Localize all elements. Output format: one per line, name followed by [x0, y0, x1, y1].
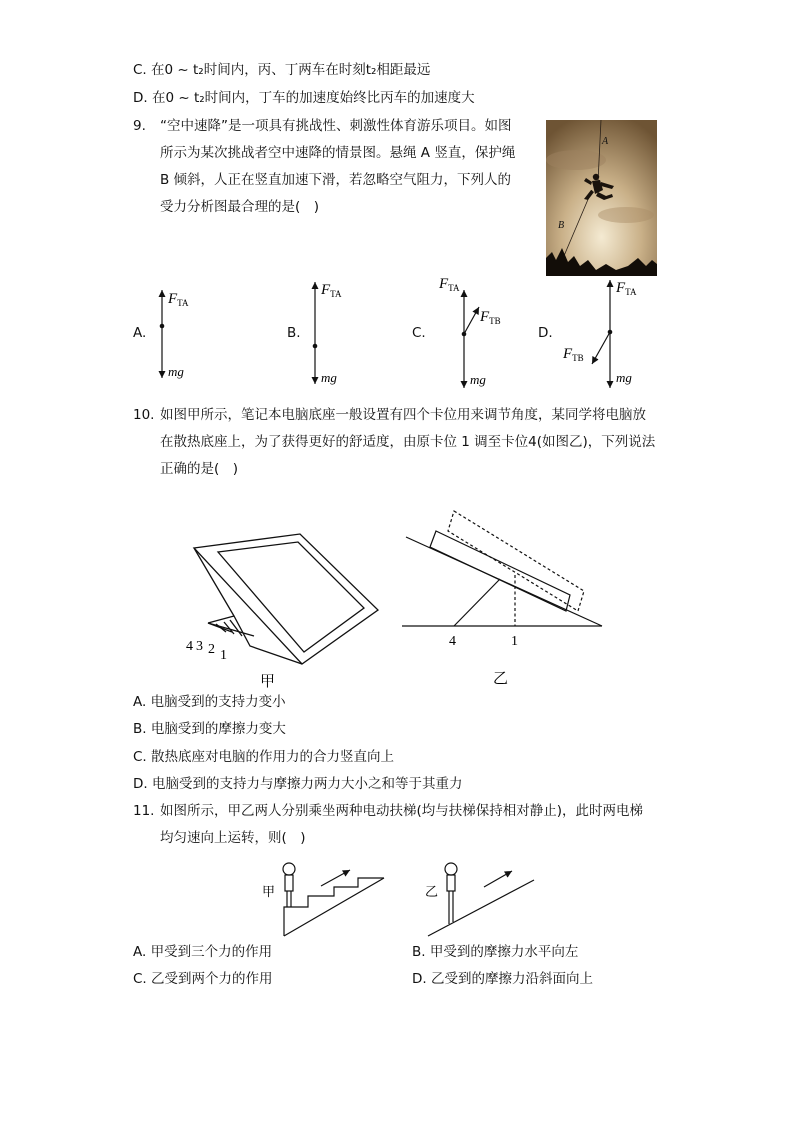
svg-text:FTB: $F_{TB}$ — [480, 309, 501, 326]
q11-escalator-figures — [258, 858, 543, 940]
q10-stem-line2: 在散热底座上，为了获得更好的舒适度，由原卡位 1 调至卡位4(如图乙)，下列说法 — [160, 434, 656, 450]
jia-mark-2: 2 — [208, 642, 215, 657]
figure-yi-side-view — [398, 505, 608, 690]
svg-text:FTA: $F_{TA}$ — [616, 280, 637, 297]
q11-number: 11. — [133, 803, 155, 819]
diagram-c — [438, 276, 501, 388]
yi-caption: 乙 — [493, 671, 509, 687]
q10-option-c: C. 散热底座对电脑的作用力的合力竖直向上 — [133, 749, 395, 765]
q10-stem-line1: 如图甲所示，笔记本电脑底座一般设置有四个卡位用来调节角度，某同学将电脑放 — [160, 407, 646, 423]
svg-text:FTA: $F_{TA}$ — [168, 291, 189, 308]
q9-stem-line2: 所示为某次挑战者空中速降的情景图。悬绳 A 竖直，保护绳 — [160, 145, 516, 161]
diagram-b — [313, 282, 342, 385]
q9-option-a-label: A. — [133, 325, 147, 341]
q11-option-a: A. 甲受到三个力的作用 — [133, 944, 273, 960]
q9-option-d-label: D. — [538, 325, 553, 341]
jia-mark-1: 1 — [220, 648, 227, 663]
q10-stem-line3: 正确的是( ) — [160, 461, 239, 477]
q11-option-b: B. 甲受到的摩擦力水平向左 — [412, 944, 579, 960]
svg-text:mg: mg — [616, 370, 632, 385]
svg-text:mg: mg — [168, 364, 184, 379]
svg-text:FTB: $F_{TB}$ — [563, 346, 584, 363]
q9-stem-line4: 受力分析图最合理的是( ) — [160, 199, 320, 215]
jia-mark-4: 4 — [186, 639, 193, 654]
photo-label-b: B — [558, 220, 565, 231]
escalator-label-yi: 乙 — [425, 884, 439, 899]
q10-option-d: D. 电脑受到的支持力与摩擦力两力大小之和等于其重力 — [133, 776, 463, 792]
diagram-d — [562, 280, 637, 388]
svg-text:mg: mg — [321, 370, 337, 385]
q9-option-c-label: C. — [412, 325, 426, 341]
jia-caption: 甲 — [260, 674, 276, 688]
q9-number: 9. — [133, 118, 146, 134]
q10-option-a: A. 电脑受到的支持力变小 — [133, 694, 286, 710]
q9-option-b-label: B. — [287, 325, 301, 341]
q11-stem-line2: 均匀速向上运转，则( ) — [160, 830, 306, 846]
rappelling-photo — [546, 120, 657, 276]
jia-mark-3: 3 — [196, 639, 203, 654]
diagram-a — [160, 290, 189, 379]
q8-option-c: C. 在0 ~ t₂时间内，丙、丁两车在时刻t₂相距最远 — [133, 62, 431, 78]
svg-text:mg: mg — [470, 372, 486, 387]
svg-text:FTA: $F_{TA}$ — [439, 276, 460, 293]
q11-stem-line1: 如图所示，甲乙两人分别乘坐两种电动扶梯(均与扶梯保持相对静止)，此时两电梯 — [160, 803, 644, 819]
q10-number: 10. — [133, 407, 155, 423]
yi-mark-4: 4 — [449, 634, 456, 649]
q11-option-d: D. 乙受到的摩擦力沿斜面向上 — [412, 971, 593, 987]
q8-option-d: D. 在0 ~ t₂时间内，丁车的加速度始终比丙车的加速度大 — [133, 90, 475, 106]
q9-stem-line3: B 倾斜，人正在竖直加速下滑，若忽略空气阻力，下列人的 — [160, 172, 512, 188]
figure-jia-laptop-stand — [180, 528, 390, 688]
svg-text:FTA: $F_{TA}$ — [321, 282, 342, 299]
q9-force-diagrams — [150, 276, 670, 392]
escalator-label-jia: 甲 — [262, 884, 276, 899]
q10-option-b: B. 电脑受到的摩擦力变大 — [133, 721, 286, 737]
q9-stem-line1: “空中速降”是一项具有挑战性、刺激性体育游乐项目。如图 — [160, 118, 512, 134]
photo-label-a: A — [602, 136, 609, 147]
q11-option-c: C. 乙受到两个力的作用 — [133, 971, 273, 987]
yi-mark-1: 1 — [511, 634, 518, 649]
